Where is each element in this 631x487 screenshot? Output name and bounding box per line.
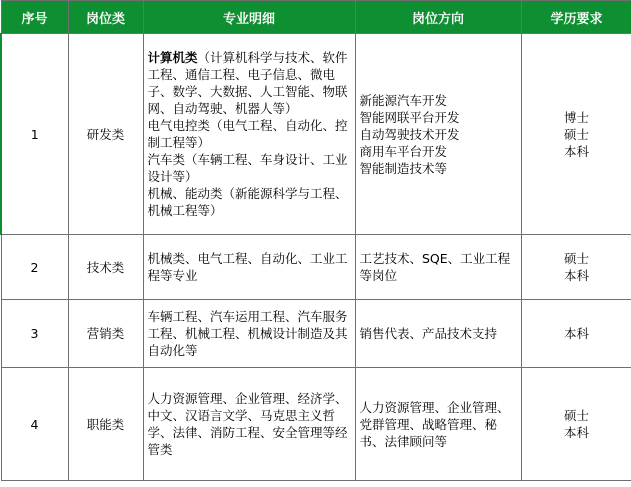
table-row	[1, 368, 631, 481]
education-line: 本科	[563, 425, 589, 440]
major-line: 电气电控类（电气工程、自动化、控制工程等）	[147, 118, 348, 150]
education-line: 本科	[563, 143, 589, 159]
header-major: 专业明细	[143, 1, 355, 34]
row-index: 1	[1, 34, 68, 235]
header-direction: 岗位方向	[355, 1, 521, 34]
education-line: 硕士	[563, 251, 589, 266]
row-education	[521, 34, 631, 235]
row-major: 机械类、电气工程、自动化、工业工程等专业	[143, 235, 355, 300]
row-category: 研发类	[68, 34, 143, 235]
row-index: 4	[1, 368, 68, 481]
row-direction	[355, 34, 521, 235]
major-group-detail: （计算机科学与技术、软件工程、通信工程、电子信息、微电子、数学、大数据、人工智能、物联网、自动驾驶、机器人等）	[147, 50, 348, 116]
row-direction: 人力资源管理、企业管理、党群管理、战略管理、秘书、法律顾问等	[355, 368, 521, 481]
row-education	[521, 368, 631, 481]
header-index: 序号	[1, 1, 68, 34]
row-major: 人力资源管理、企业管理、经济学、中文、汉语言文学、马克思主义哲学、法律、消防工程、安全管理等经管类	[143, 368, 355, 481]
row-major: 车辆工程、汽车运用工程、汽车服务工程、机械工程、机械设计制造及其自动化等	[143, 300, 355, 368]
direction-line: 自动驾驶技术开发	[359, 126, 460, 142]
major-line: 机械、能动类（新能源科学与工程、机械工程等）	[147, 186, 348, 218]
row-category: 营销类	[68, 300, 143, 368]
direction-line: 智能制造技术等	[359, 160, 448, 176]
row-education	[521, 235, 631, 300]
table-row	[1, 235, 631, 300]
table-row	[1, 300, 631, 368]
table-row	[1, 34, 631, 235]
header-row	[1, 1, 631, 34]
direction-line: 智能网联平台开发	[359, 109, 460, 125]
row-direction: 工艺技术、SQE、工业工程等岗位	[355, 235, 521, 300]
major-group-title: 计算机类	[147, 50, 198, 65]
row-education	[521, 300, 631, 368]
header-education: 学历要求	[521, 1, 631, 34]
row-category: 职能类	[68, 368, 143, 481]
direction-line: 新能源汽车开发	[359, 92, 448, 108]
education-line: 博士	[563, 109, 589, 125]
education-line: 硕士	[563, 408, 589, 423]
row-major	[143, 34, 355, 235]
education-line: 硕士	[563, 126, 589, 142]
major-line: 汽车类（车辆工程、车身设计、工业设计等）	[147, 152, 348, 184]
row-direction: 销售代表、产品技术支持	[355, 300, 521, 368]
header-category: 岗位类	[68, 1, 143, 34]
direction-line: 商用车平台开发	[359, 143, 448, 159]
row-category: 技术类	[68, 235, 143, 300]
row-index: 3	[1, 300, 68, 368]
education-line: 本科	[563, 326, 589, 341]
row-index: 2	[1, 235, 68, 300]
education-line: 本科	[563, 268, 589, 283]
